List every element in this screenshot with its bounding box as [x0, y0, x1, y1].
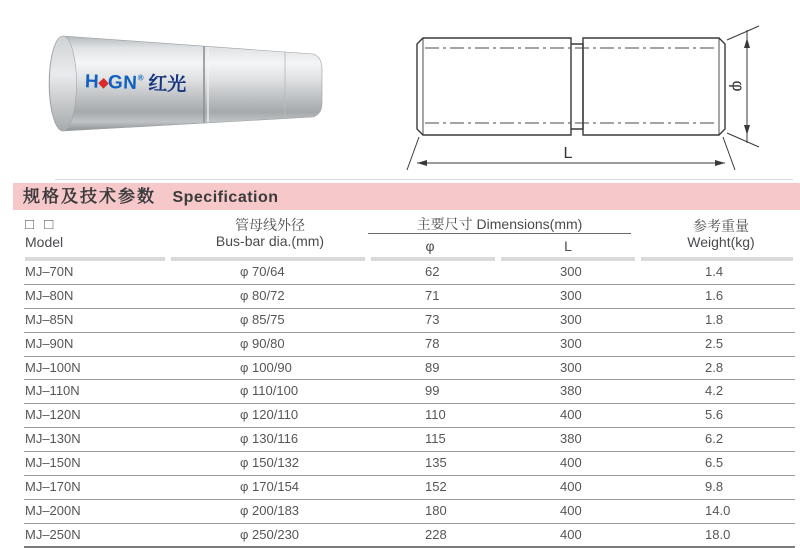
busbar-dia-cell: φ 90/80 [240, 335, 285, 351]
phi-cell: 228 [425, 526, 447, 542]
diameter-dimension-label: φ [728, 80, 748, 92]
weight-cell: 2.5 [705, 335, 724, 351]
table-row [24, 309, 795, 333]
phi-cell: 89 [425, 359, 440, 375]
table-body [24, 261, 795, 548]
length-dimension-label: L [563, 145, 573, 162]
col-header-model-zh: □ □ [25, 216, 57, 233]
table-row [24, 428, 795, 452]
brand-diamond-icon: ◆ [97, 73, 110, 91]
weight-cell: 18.0 [705, 526, 731, 542]
model-cell: MJ–80N [25, 287, 74, 303]
brand-logo-h: H [84, 71, 100, 93]
col-header-busbar-en: Bus-bar dia.(mm) [215, 233, 325, 249]
banner-title-en: Specification [172, 189, 279, 206]
length-cell: 400 [560, 479, 582, 495]
phi-cell: 71 [425, 287, 440, 303]
phi-cell: 135 [425, 455, 447, 471]
phi-cell: 78 [425, 335, 440, 351]
table-row [24, 452, 795, 476]
busbar-dia-cell: φ 130/116 [240, 431, 299, 447]
model-cell: MJ–200N [25, 502, 81, 518]
weight-cell: 2.8 [705, 359, 724, 375]
phi-cell: 152 [425, 479, 447, 495]
weight-cell: 6.5 [705, 455, 724, 471]
phi-cell: 115 [425, 431, 446, 447]
col-header-weight-en: Weight(kg) [687, 234, 755, 250]
weight-cell: 5.6 [705, 407, 724, 423]
busbar-dia-cell: φ 70/64 [240, 264, 285, 279]
length-cell: 400 [560, 407, 582, 423]
model-cell: MJ–70N [25, 264, 74, 279]
model-cell: MJ–85N [25, 311, 74, 327]
table-row [24, 380, 795, 404]
length-cell: 400 [560, 502, 582, 518]
length-cell: 400 [560, 526, 582, 542]
length-cell: 300 [560, 287, 582, 303]
weight-cell: 9.8 [705, 479, 724, 495]
model-cell: MJ–120N [25, 407, 81, 423]
busbar-dia-cell: φ 170/154 [240, 479, 300, 495]
phi-cell: 73 [425, 311, 440, 327]
model-cell: MJ–170N [25, 479, 81, 495]
phi-cell: 62 [425, 264, 440, 279]
banner-title-zh: 规格及技术参数 [23, 187, 156, 206]
weight-cell: 1.4 [705, 264, 724, 279]
length-cell: 300 [560, 335, 582, 351]
table-row [24, 500, 795, 524]
weight-cell: 1.8 [705, 311, 724, 327]
length-cell: 400 [560, 455, 582, 471]
registered-mark: ® [137, 73, 144, 83]
dimension-drawing [395, 8, 795, 180]
length-cell: 300 [560, 359, 582, 375]
specification-banner [13, 183, 800, 210]
weight-cell: 4.2 [705, 383, 724, 399]
brand-logo [85, 66, 187, 97]
model-cell: MJ–250N [25, 526, 81, 542]
model-cell: MJ–110N [25, 383, 80, 399]
section-divider [55, 179, 793, 180]
busbar-dia-cell: φ 80/72 [240, 287, 285, 303]
busbar-dia-cell: φ 100/90 [240, 359, 292, 375]
brand-logo-cjk: 红光 [147, 73, 187, 96]
table-row [24, 285, 795, 309]
col-header-phi: φ [425, 238, 435, 254]
busbar-dia-cell: φ 250/230 [240, 526, 300, 542]
length-cell: 300 [560, 311, 582, 327]
weight-cell: 14.0 [705, 502, 731, 518]
model-cell: MJ–100N [25, 359, 81, 375]
phi-cell: 110 [425, 407, 446, 423]
col-header-busbar-zh: 管母线外径 [235, 217, 305, 233]
busbar-dia-cell: φ 200/183 [240, 502, 300, 518]
table-row [24, 404, 795, 428]
col-header-length: L [564, 238, 572, 254]
model-cell: MJ–90N [25, 335, 74, 351]
phi-cell: 180 [425, 502, 447, 518]
weight-cell: 1.6 [705, 287, 724, 303]
table-row [24, 333, 795, 357]
busbar-dia-cell: φ 85/75 [240, 311, 285, 327]
phi-cell: 99 [425, 383, 440, 399]
brand-logo-gn: GN [107, 72, 138, 95]
busbar-dia-cell: φ 110/100 [240, 383, 299, 399]
table-row [24, 261, 795, 285]
table-row [24, 476, 795, 500]
col-header-weight-zh: 参考重量 [693, 218, 749, 234]
length-cell: 380 [560, 431, 582, 447]
product-photo [45, 24, 333, 139]
col-header-dimensions: 主要尺寸 Dimensions(mm) [416, 216, 583, 232]
busbar-dia-cell: φ 150/132 [240, 455, 300, 471]
length-cell: 300 [560, 264, 582, 279]
table-row [24, 357, 795, 381]
table-row [24, 524, 795, 548]
length-cell: 380 [560, 383, 582, 399]
model-cell: MJ–130N [25, 431, 81, 447]
dimensions-underline [368, 233, 631, 234]
col-header-model-en: Model [25, 234, 64, 250]
weight-cell: 6.2 [705, 431, 724, 447]
model-cell: MJ–150N [25, 455, 81, 471]
busbar-dia-cell: φ 120/110 [240, 407, 299, 423]
